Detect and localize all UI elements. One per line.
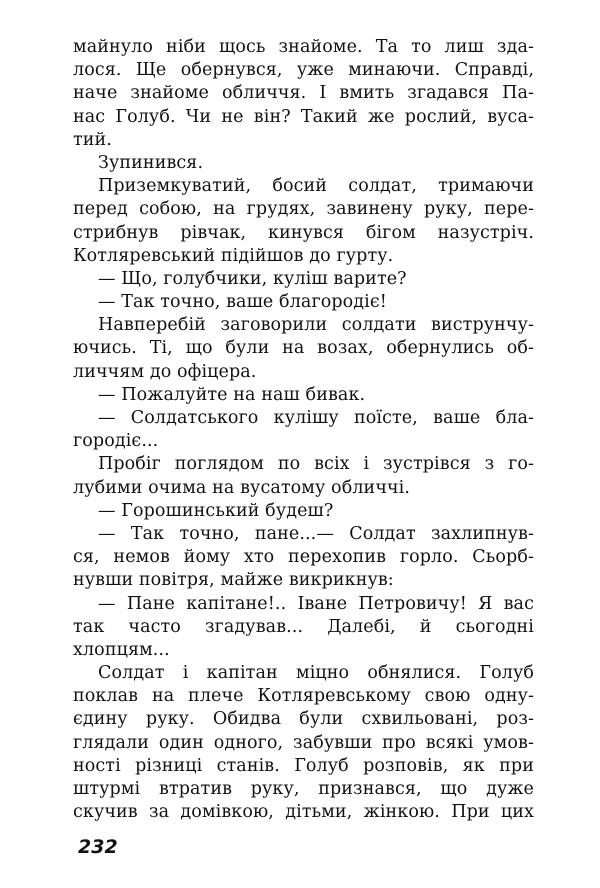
text-line: — Так точно, ваше благородіє! bbox=[98, 292, 387, 313]
text-line: єдину руку. Обидва були схвильовані, роз- bbox=[73, 709, 534, 730]
text-line: — Пожалуйте на наш бивак. bbox=[98, 384, 366, 405]
text-line: ючись. Ті, що були на возах, обернулись об- bbox=[73, 338, 534, 359]
text-line: глядали один одного, забувши про всякі умов- bbox=[73, 732, 534, 753]
text-line: перед собою, на грудях, завинену руку, пере- bbox=[73, 199, 534, 220]
text-line: — Пане капітане!.. Іване Петровичу! Я вас bbox=[98, 593, 534, 614]
page-body bbox=[73, 36, 534, 824]
text-line: Навперебій заговорили солдати виструнчу- bbox=[98, 315, 534, 336]
text-line: Котляревський підійшов до гурту. bbox=[73, 245, 394, 266]
page-number: 232 bbox=[78, 836, 118, 858]
text-line: Зупинився. bbox=[98, 152, 204, 173]
text-line: — Солдатського кулішу поїсте, ваше бла- bbox=[98, 408, 534, 428]
text-line: тий. bbox=[73, 129, 112, 150]
text-line: ся, немов йому хто перехопив горло. Сьорб- bbox=[73, 547, 534, 568]
text-line: Приземкуватий, босий солдат, тримаючи bbox=[98, 176, 534, 197]
text-line: личчям до офіцера. bbox=[73, 361, 257, 382]
text-line: — Так точно, пане...— Солдат захлипнув- bbox=[98, 523, 534, 544]
text-line: нас Голуб. Чи не він? Такий же рослий, вуса- bbox=[73, 106, 534, 127]
text-line: городіє... bbox=[73, 431, 159, 452]
text-line: — Що, голубчики, куліш варите? bbox=[98, 268, 407, 289]
text-line: нувши повітря, майже викрикнув: bbox=[73, 570, 394, 591]
text-line: лубими очима на вусатому обличчі. bbox=[73, 477, 411, 498]
text-line: поклав на плече Котляревському свою одну- bbox=[73, 686, 534, 707]
text-line: штурмі втратив руку, признався, що дуже bbox=[73, 779, 534, 799]
text-line: наче знайоме обличчя. І вмить згадався Па- bbox=[73, 83, 534, 104]
text-line: — Горошинський будеш? bbox=[98, 500, 334, 521]
text-line: майнуло ніби щось знайоме. Та то лиш зда- bbox=[73, 37, 534, 57]
text-line: лося. Ще обернувся, уже минаючи. Справді, bbox=[73, 60, 534, 81]
text-line: скучив за домівкою, дітьми, жінкою. При цих bbox=[73, 802, 534, 823]
text-line: Пробіг поглядом по всіх і зустрівся з го- bbox=[98, 454, 534, 475]
text-line: ності різниці станів. Голуб розповів, як при bbox=[73, 755, 534, 776]
text-line: стрибнув рівчак, кинувся бігом назустріч. bbox=[73, 222, 534, 243]
text-line: так часто згадував... Далебі, й сьогодні bbox=[73, 616, 534, 637]
text-line: хлопцям... bbox=[73, 639, 170, 660]
text-line: Солдат і капітан міцно обнялися. Голуб bbox=[98, 663, 534, 684]
